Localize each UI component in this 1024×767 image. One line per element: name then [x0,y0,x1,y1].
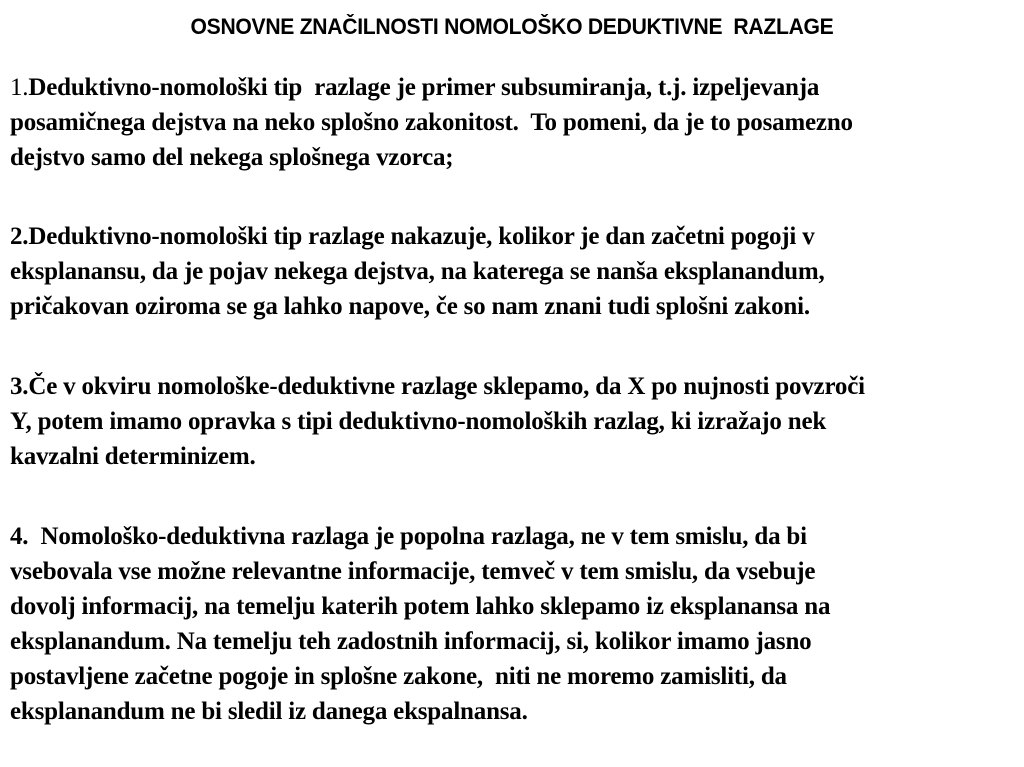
paragraph-text: Deduktivno-nomološki tip razlage je primer subsumiranja, t.j. izpeljevanja [28,74,820,101]
paragraph-line [10,519,1020,554]
paragraph-line [10,70,1020,105]
paragraph-line: dovolj informacij, na temelju katerih potem lahko sklepamo iz eksplanansa na [10,593,831,620]
slide-title: OSNOVNE ZNAČILNOSTI NOMOLOŠKO DEDUKTIVNE RAZLAGE [190,14,834,39]
paragraph-text: Nomološko-deduktivna razlaga je popolna razlaga, ne v tem smislu, da bi [28,523,807,550]
paragraph-text: Deduktivno-nomološki tip razlage nakazuje, kolikor je dan začetni pogoji v [28,223,815,250]
paragraph-number: 2. [10,223,29,250]
paragraph-2 [10,219,1020,324]
paragraph-3 [10,369,1020,474]
paragraph-number: 3. [10,373,29,400]
paragraph-line: vsebovala vse možne relevantne informacije, temveč v tem smislu, da vsebuje [10,558,816,585]
paragraph-line: kavzalni determinizem. [10,443,256,470]
paragraph-line: dejstvo samo del nekega splošnega vzorca; [10,144,454,171]
paragraph-number: 4. [10,523,29,550]
paragraph-text: Če v okviru nomološke-deduktivne razlage sklepamo, da X po nujnosti povzroči [28,373,865,400]
paragraph-line: posamičnega dejstva na neko splošno zakonitost. To pomeni, da je to posamezno [10,109,853,136]
paragraph-4 [10,519,1020,729]
paragraph-line [10,369,1020,404]
paragraph-line: pričakovan oziroma se ga lahko napove, če so nam znani tudi splošni zakoni. [10,293,810,320]
paragraph-1 [10,70,1020,175]
paragraph-line [10,219,1020,254]
paragraph-line: eksplanansu, da je pojav nekega dejstva, na katerega se nanša eksplanandum, [10,258,825,285]
paragraph-number: 1. [10,74,29,101]
paragraph-line: eksplanandum ne bi sledil iz danega ekspalnansa. [10,698,528,725]
paragraph-line: postavljene začetne pogoje in splošne zakone, niti ne moremo zamisliti, da [10,663,787,690]
paragraph-line: Y, potem imamo opravka s tipi deduktivno-nomoloških razlag, ki izražajo nek [10,408,827,435]
paragraph-line: eksplanandum. Na temelju teh zadostnih informacij, si, kolikor imamo jasno [10,628,812,655]
